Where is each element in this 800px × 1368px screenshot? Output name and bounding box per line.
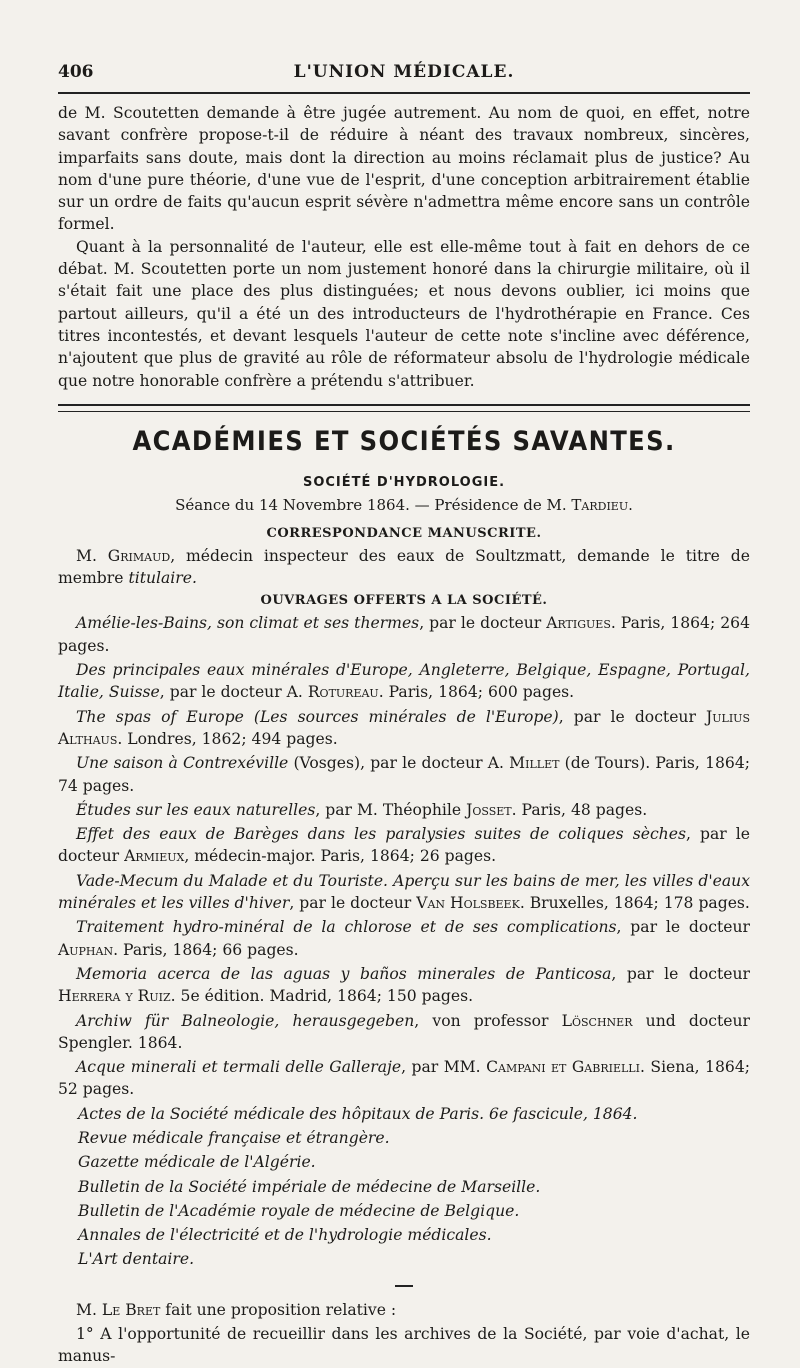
section-title: ACADÉMIES ET SOCIÉTÉS SAVANTES.: [132, 425, 676, 457]
work-author: Auphan: [58, 940, 114, 959]
work-mid: , par M. Théophile: [315, 800, 467, 819]
correspondence-entry: [58, 545, 750, 590]
journal-entry: Annales de l'électricité et de l'hydrologie médicales.: [78, 1226, 492, 1245]
work-title: Memoria acerca de las aguas y baños minerales de Panticosa: [76, 964, 612, 983]
journal-entry: Bulletin de la Société impériale de médecine de Marseille.: [78, 1177, 541, 1196]
journal-title: L'UNION MÉDICALE.: [293, 62, 515, 82]
work-entry: [58, 799, 750, 821]
work-details: , médecin-major. Paris, 1864; 26 pages.: [184, 847, 497, 866]
work-author: Josset: [466, 800, 512, 819]
work-mid: (Vosges), par le docteur A.: [288, 754, 510, 773]
work-entry: [58, 963, 750, 1008]
work-details: . Paris, 1864; 600 pages.: [378, 683, 575, 702]
short-rule: [395, 1285, 413, 1287]
session-suffix: .: [628, 495, 633, 514]
proposal-item-1: 1° A l'opportunité de recueillir dans les archives de la Société, par voie d'achat, le manus-: [58, 1325, 750, 1366]
work-mid: , par le docteur: [611, 964, 750, 983]
work-mid: , par le docteur: [289, 894, 417, 913]
correspondence-text: , médecin inspecteur des eaux de Soultzmatt, demande le titre de membre: [58, 546, 750, 588]
work-details: . Paris, 48 pages.: [511, 800, 648, 819]
works-heading: OUVRAGES OFFERTS A LA SOCIÉTÉ.: [260, 593, 548, 609]
work-entry: [58, 1010, 750, 1055]
work-mid: , par le docteur: [616, 918, 750, 937]
work-entry: [58, 823, 750, 868]
work-mid: , par le docteur: [558, 707, 706, 726]
header-rule: [58, 92, 750, 94]
work-details: . Siena, 1864; 52 pages.: [58, 1058, 750, 1099]
work-title: Archiw für Balneologie, herausgegeben: [76, 1011, 415, 1030]
correspondence-tail: titulaire.: [128, 569, 197, 588]
work-author: Van Holsbeek: [416, 894, 520, 913]
work-entry: [58, 1056, 750, 1101]
work-entry: [58, 916, 750, 961]
work-mid: , par le docteur: [58, 825, 750, 866]
work-author: Rotureau: [307, 683, 379, 702]
work-entry: [58, 706, 750, 751]
page-number: 406: [58, 62, 94, 82]
proposer-name: M. Le Bret: [76, 1300, 161, 1319]
work-title: Vade-Mecum du Malade et du Touriste. Aperçu sur les bains de mer, les villes d'eaux minérales et les villes d'hiver: [58, 871, 750, 913]
journal-entry: L'Art dentaire.: [78, 1250, 195, 1269]
work-details: . Paris, 1864; 66 pages.: [113, 940, 299, 959]
journal-entry: Revue médicale française et étrangère.: [78, 1128, 390, 1147]
work-mid: , par le docteur A.: [159, 683, 308, 702]
work-details: . Paris, 1864; 264 pages.: [58, 614, 750, 655]
journal-entry: Bulletin de l'Académie royale de médecine de Belgique.: [78, 1201, 520, 1220]
work-title: Traitement hydro-minéral de la chlorose et de ses complications: [76, 918, 617, 937]
work-author: Herrera y Ruiz: [58, 987, 171, 1006]
work-author: Armieux: [124, 847, 185, 866]
president-name: Tardieu: [571, 495, 629, 514]
work-author: Millet: [509, 754, 560, 773]
proposal-text: fait une proposition relative :: [160, 1300, 397, 1319]
running-header: [58, 56, 750, 90]
work-title: The spas of Europe (Les sources minérales de l'Europe): [76, 707, 559, 726]
work-author: Artigues: [546, 614, 611, 633]
work-details: und docteur Spengler. 1864.: [58, 1011, 750, 1052]
correspondent-name: M. Grimaud: [76, 546, 171, 565]
work-author: Löschner: [561, 1011, 633, 1030]
work-details: (de Tours). Paris, 1864; 74 pages.: [58, 754, 751, 795]
work-author: Julius Althaus: [58, 707, 750, 748]
correspondence-heading: CORRESPONDANCE MANUSCRITE.: [266, 525, 542, 541]
journal-entry: Gazette médicale de l'Algérie.: [78, 1153, 316, 1172]
work-mid: , par le docteur: [419, 614, 547, 633]
work-title: Des principales eaux minérales d'Europe, Angleterre, Belgique, Espagne, Portugal, Italie, Suisse: [58, 661, 750, 702]
session-line: [58, 496, 750, 514]
work-mid: , von professor: [414, 1011, 562, 1030]
work-entry: [58, 659, 750, 704]
work-mid: , par MM.: [401, 1058, 487, 1077]
paragraph-2: Quant à la personnalité de l'auteur, elle est elle-même tout à fait en dehors de ce débat. M. Scoutetten porte un nom justement honoré dans la chirurgie militaire, où il s'était fait une place des plus distinguées; et nous devons oublier, ici moins que partout ailleurs, qu'il a été un des introducteurs de l'hydrothérapie en France. Ces titres incontestés, et devant lesquels l'auteur de cette note s'incline avec déférence, n'ajoutent que plus de gravité au rôle de réformateur absolu de l'hydrologie médicale que notre honorable confrère a prétendu s'attribuer.: [58, 237, 750, 390]
society-title: SOCIÉTÉ D'HYDROLOGIE.: [302, 474, 506, 490]
work-entry: [58, 612, 750, 657]
work-title: Amélie-les-Bains, son climat et ses thermes: [76, 614, 420, 633]
paragraph-1: de M. Scoutetten demande à être jugée autrement. Au nom de quoi, en effet, notre savant confrère propose-t-il de réduire à néant des travaux nombreux, sincères, imparfaits sans doute, mais dont la direction au moins réclamait plus de justice? Au nom d'une pure théorie, d'une vue de l'esprit, d'une conception arbitrairement établie sur un ordre de faits qu'aucun esprit sévère n'admettra même encore sans un contrôle formel.: [58, 104, 750, 234]
work-details: . 5e édition. Madrid, 1864; 150 pages.: [170, 987, 474, 1006]
journals-list: [58, 1103, 750, 1271]
section-divider: [58, 404, 750, 412]
work-details: . Londres, 1862; 494 pages.: [117, 729, 338, 748]
work-details: . Bruxelles, 1864; 178 pages.: [519, 894, 750, 913]
journal-entry: Actes de la Société médicale des hôpitaux de Paris. 6e fascicule, 1864.: [78, 1104, 638, 1123]
works-list: [58, 612, 750, 1100]
work-entry: [58, 870, 750, 915]
session-prefix: Séance du 14 Novembre 1864. — Présidence de M.: [175, 495, 572, 514]
work-title: Acque minerali et termali delle Galleraje: [76, 1058, 402, 1077]
proposal-entry: [58, 1299, 750, 1321]
work-title: Une saison à Contrexéville: [76, 754, 289, 773]
work-title: Effet des eaux de Barèges dans les paralysies suites de coliques sèches: [76, 825, 686, 844]
work-title: Études sur les eaux naturelles: [76, 800, 316, 819]
work-entry: [58, 752, 750, 797]
work-author: Campani et Gabrielli: [486, 1058, 640, 1077]
